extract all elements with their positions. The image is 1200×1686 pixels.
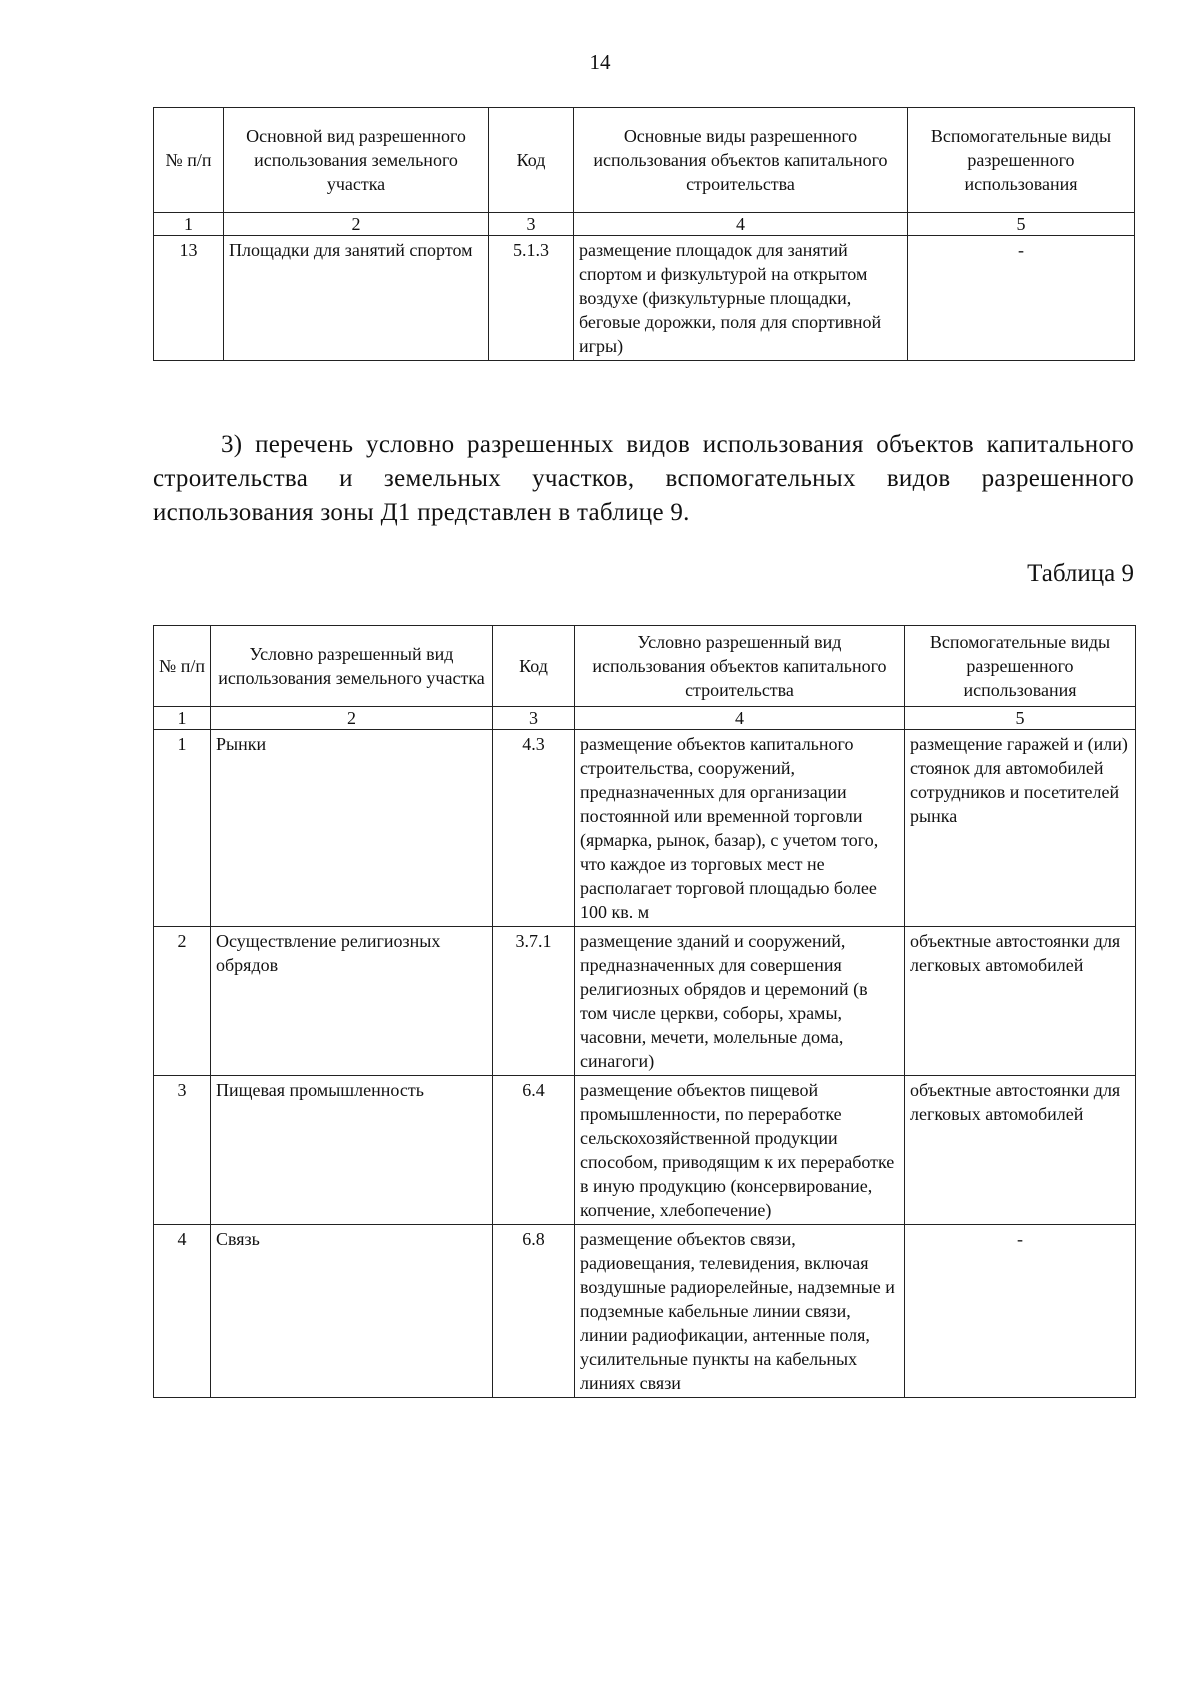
column-index-row <box>154 213 1135 236</box>
col-index: 4 <box>574 213 908 236</box>
table-9 <box>153 625 1136 1398</box>
row-num: 2 <box>154 927 211 1076</box>
row-type: Пищевая промышленность <box>211 1076 493 1225</box>
row-auxiliary: размещение гаражей и (или) стоянок для автомобилей сотрудников и посетителей рынка <box>905 730 1136 927</box>
table-header-row <box>154 108 1135 213</box>
row-num: 3 <box>154 1076 211 1225</box>
row-num: 1 <box>154 730 211 927</box>
col-index: 1 <box>154 213 224 236</box>
row-num: 13 <box>154 236 224 361</box>
table-row <box>154 927 1136 1076</box>
col-index: 5 <box>908 213 1135 236</box>
header-auxiliary: Вспомогательные виды разрешенного использования <box>908 108 1135 213</box>
land-use-table-continued <box>153 107 1135 361</box>
row-description: размещение объектов капитального строительства, сооружений, предназначенных для организации постоянной или временной торговли (ярмарка, рынок, базар), с учетом того, что каждое из торговых мест не располагает торговой площадью более 100 кв. м <box>575 730 905 927</box>
row-auxiliary: - <box>908 236 1135 361</box>
body-paragraph: 3) перечень условно разрешенных видов использования объектов капитального строительства и земельных участков, вспомогательных видов разрешенного использования зоны Д1 представлен в таблице 9. <box>153 431 1134 526</box>
row-code: 4.3 <box>493 730 575 927</box>
header-main-type: Основной вид разрешенного использования земельного участка <box>224 108 489 213</box>
col-index: 3 <box>489 213 574 236</box>
header-auxiliary: Вспомогательные виды разрешенного использования <box>905 626 1136 707</box>
row-description: размещение объектов связи, радиовещания, телевидения, включая воздушные радиорелейные, надземные и подземные кабельные линии связи, линии радиофикации, антенные поля, усилительные пункты на кабельных линиях связи <box>575 1225 905 1398</box>
header-main-objects: Основные виды разрешенного использования объектов капитального строительства <box>574 108 908 213</box>
row-type: Связь <box>211 1225 493 1398</box>
row-type: Осуществление религиозных обрядов <box>211 927 493 1076</box>
page-number: 14 <box>589 50 611 74</box>
table-row <box>154 1225 1136 1398</box>
col-index: 1 <box>154 707 211 730</box>
col-index: 3 <box>493 707 575 730</box>
row-description: размещение площадок для занятий спортом и физкультурой на открытом воздухе (физкультурные площадки, беговые дорожки, поля для спортивной игры) <box>574 236 908 361</box>
header-cond-type: Условно разрешенный вид использования земельного участка <box>211 626 493 707</box>
col-index: 5 <box>905 707 1136 730</box>
col-index: 2 <box>224 213 489 236</box>
header-num: № п/п <box>154 626 211 707</box>
row-code: 6.8 <box>493 1225 575 1398</box>
row-auxiliary: - <box>905 1225 1136 1398</box>
header-cond-objects: Условно разрешенный вид использования объектов капитального строительства <box>575 626 905 707</box>
row-code: 5.1.3 <box>489 236 574 361</box>
row-description: размещение зданий и сооружений, предназначенных для совершения религиозных обрядов и церемоний (в том числе церкви, соборы, храмы, часовни, мечети, молельные дома, синагоги) <box>575 927 905 1076</box>
table-row <box>154 1076 1136 1225</box>
header-num: № п/п <box>154 108 224 213</box>
row-type: Рынки <box>211 730 493 927</box>
table-label: Таблица 9 <box>1027 560 1134 587</box>
header-code: Код <box>489 108 574 213</box>
col-index: 4 <box>575 707 905 730</box>
row-num: 4 <box>154 1225 211 1398</box>
row-type: Площадки для занятий спортом <box>224 236 489 361</box>
row-code: 3.7.1 <box>493 927 575 1076</box>
row-auxiliary: объектные автостоянки для легковых автомобилей <box>905 1076 1136 1225</box>
header-code: Код <box>493 626 575 707</box>
table-row <box>154 236 1135 361</box>
row-code: 6.4 <box>493 1076 575 1225</box>
col-index: 2 <box>211 707 493 730</box>
table-row <box>154 730 1136 927</box>
table-header-row <box>154 626 1136 707</box>
row-description: размещение объектов пищевой промышленности, по переработке сельскохозяйственной продукции способом, приводящим к их переработке в иную продукцию (консервирование, копчение, хлебопечение) <box>575 1076 905 1225</box>
row-auxiliary: объектные автостоянки для легковых автомобилей <box>905 927 1136 1076</box>
column-index-row <box>154 707 1136 730</box>
